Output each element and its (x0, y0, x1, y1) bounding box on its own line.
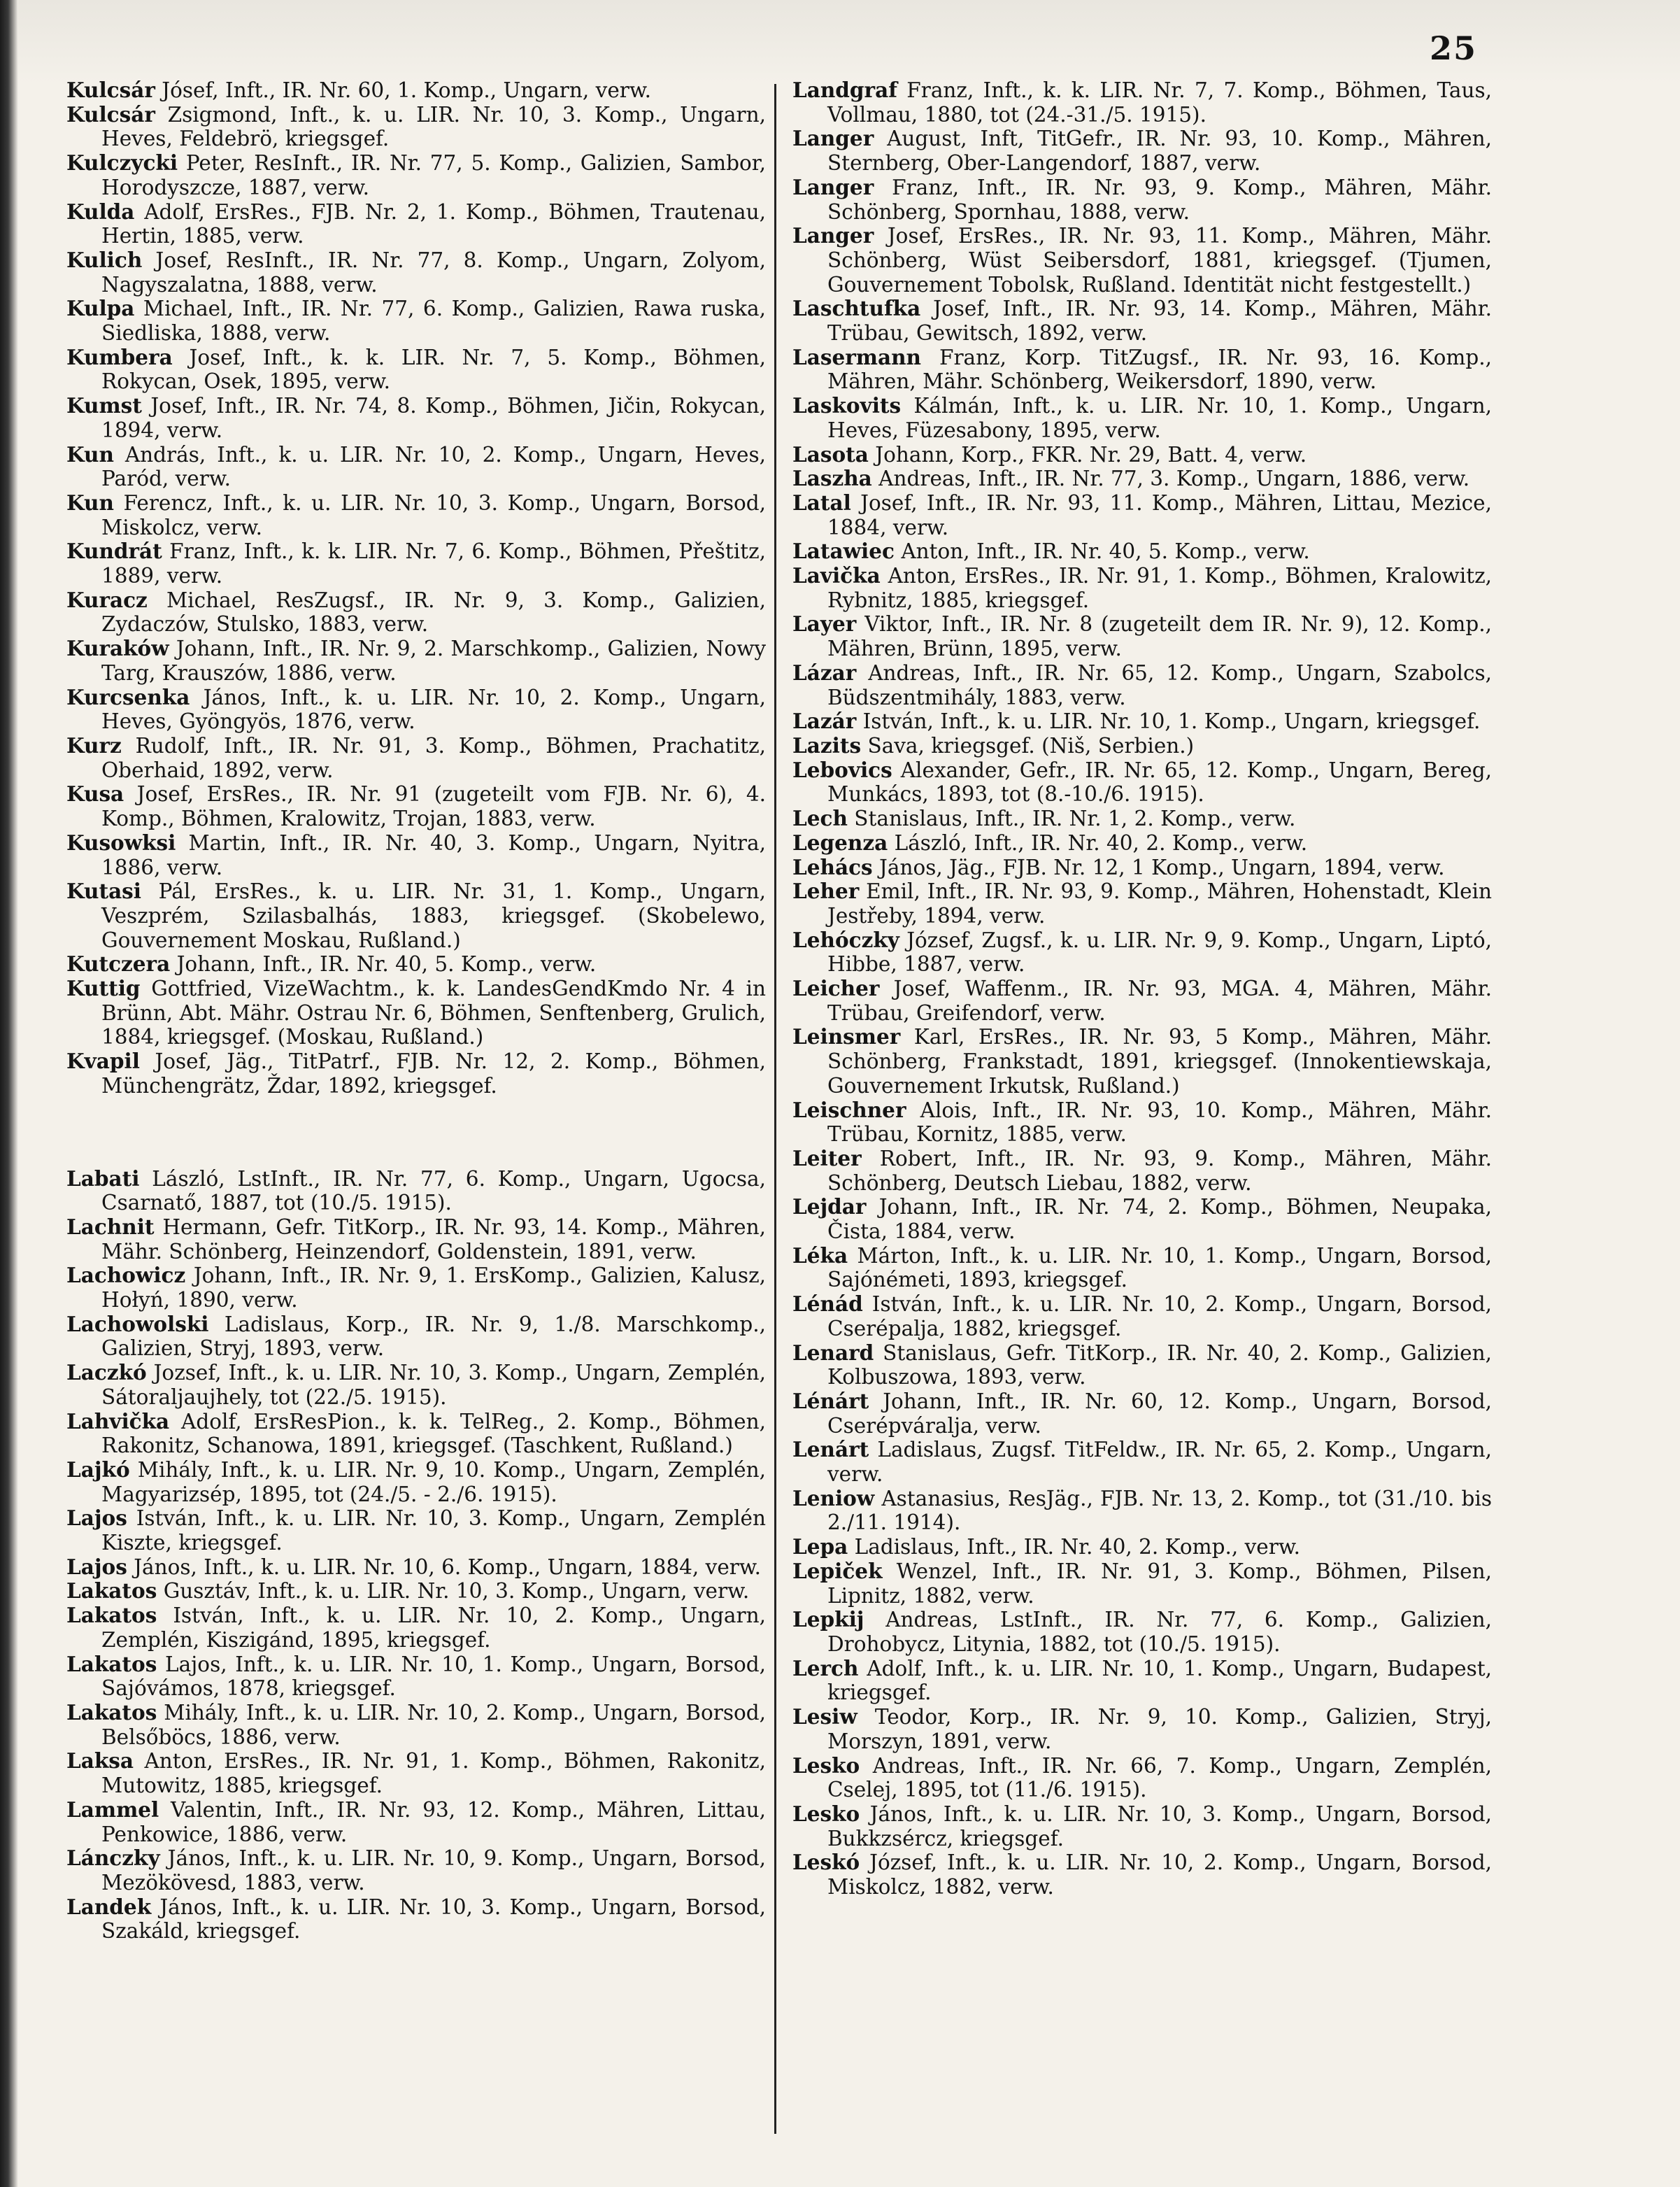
entry-details: Stanislaus, Inft., IR. Nr. 1, 2. Komp., verw. (847, 807, 1296, 831)
entry-details: János, Inft., k. u. LIR. Nr. 10, 2. Komp., Ungarn, Heves, Gyöngyös, 1876, verw. (101, 685, 766, 734)
entry-details: Alexander, Gefr., IR. Nr. 65, 12. Komp., Ungarn, Bereg, Munkács, 1893, tot (8.-10./6. 1915). (827, 758, 1492, 807)
casualty-entry (66, 1410, 766, 1458)
casualty-entry (792, 879, 1492, 928)
entry-surname: Leher (792, 879, 860, 904)
entry-surname: Lerch (792, 1655, 859, 1680)
entry-surname: Laczkó (66, 1360, 147, 1385)
entry-details: József, Inft., k. u. LIR. Nr. 10, 2. Komp., Ungarn, Borsod, Miskolcz, 1882, verw. (827, 1850, 1492, 1899)
entry-details: Johann, Inft., IR. Nr. 9, 1. ErsKomp., Galizien, Kalusz, Hołyń, 1890, verw. (101, 1264, 766, 1312)
casualty-entry (792, 831, 1492, 856)
entry-surname: Leinsmer (792, 1024, 901, 1049)
entry-surname: Lavička (792, 563, 881, 588)
entry-surname: Lahvička (66, 1408, 170, 1434)
entry-surname: Langer (792, 126, 874, 151)
casualty-entry (66, 443, 766, 491)
section-gap (66, 1098, 766, 1167)
casualty-entry (66, 1555, 766, 1580)
entry-surname: Kuracz (66, 587, 148, 612)
entry-surname: Landgraf (792, 78, 897, 102)
entry-details: Johann, Korp., FKR. Nr. 29, Batt. 4, verw. (868, 442, 1307, 467)
entry-details: Lajos, Inft., k. u. LIR. Nr. 10, 1. Komp., Ungarn, Borsod, Sajóvámos, 1878, kriegsgef. (101, 1652, 766, 1701)
entry-surname: Kutczera (66, 951, 171, 977)
casualty-entry (792, 1098, 1492, 1147)
casualty-entry (66, 1749, 766, 1797)
entry-details: Josef, Inft., k. k. LIR. Nr. 7, 5. Komp., Böhmen, Rokycan, Osek, 1895, verw. (101, 345, 766, 394)
entry-surname: Lachowicz (66, 1263, 186, 1288)
entry-details: Josef, Inft., IR. Nr. 74, 8. Komp., Böhmen, Jičin, Rokycan, 1894, verw. (101, 394, 766, 442)
entry-details: Andreas, Inft., IR. Nr. 65, 12. Komp., Ungarn, Szabolcs, Büdszentmihály, 1883, verw. (827, 660, 1492, 709)
casualty-entry (66, 1458, 766, 1506)
entry-details: Anton, ErsRes., IR. Nr. 91, 1. Komp., Böhmen, Kralowitz, Rybnitz, 1885, kriegsgef. (827, 564, 1492, 612)
entry-details: Peter, ResInft., IR. Nr. 77, 5. Komp., Galizien, Sambor, Horodyszcze, 1887, verw. (101, 151, 766, 199)
entry-details: Ladislaus, Inft., IR. Nr. 40, 2. Komp., verw. (848, 1535, 1300, 1559)
casualty-entry (792, 564, 1492, 612)
casualty-entry (792, 709, 1492, 734)
casualty-entry (792, 856, 1492, 880)
casualty-entry (66, 1604, 766, 1652)
entry-details: Rudolf, Inft., IR. Nr. 91, 3. Komp., Böhmen, Prachatitz, Oberhaid, 1892, verw. (101, 733, 766, 782)
entry-details: Michael, Inft., IR. Nr. 77, 6. Komp., Galizien, Rawa ruska, Siedliska, 1888, verw. (101, 297, 766, 346)
entry-surname: Lakatos (66, 1700, 157, 1725)
casualty-entry (792, 1559, 1492, 1608)
casualty-entry (792, 1487, 1492, 1535)
entry-surname: Labati (66, 1166, 140, 1191)
entry-details: Martin, Inft., IR. Nr. 40, 3. Komp., Ungarn, Nyitra, 1886, verw. (101, 830, 766, 879)
entry-surname: Leicher (792, 976, 880, 1001)
entry-surname: Leniow (792, 1485, 875, 1510)
entry-surname: Layer (792, 611, 857, 637)
casualty-entry (66, 782, 766, 830)
entry-details: Josef, Inft., IR. Nr. 93, 14. Komp., Mähren, Mähr. Trübau, Gewitsch, 1892, verw. (827, 297, 1492, 346)
entry-surname: Lejdar (792, 1194, 867, 1219)
page-number: 25 (1429, 29, 1477, 67)
entry-surname: Lesko (792, 1753, 860, 1778)
entry-surname: Lepa (792, 1534, 848, 1559)
column-divider (774, 84, 776, 2134)
entry-surname: Kusowksi (66, 830, 176, 855)
entry-surname: Kumst (66, 393, 142, 418)
casualty-entry (66, 879, 766, 952)
entry-surname: Kuraków (66, 636, 169, 661)
casualty-entry (792, 1438, 1492, 1486)
entry-details: Josef, ErsRes., IR. Nr. 93, 11. Komp., Mähren, Mähr. Schönberg, Wüst Seibersdorf, 1881, kriegsgef. (Tjumen, Gouvernement Tobolsk, Rußland. Identität nicht festgestellt.) (827, 224, 1492, 297)
casualty-entry (792, 758, 1492, 807)
entry-details: János, Inft., k. u. LIR. Nr. 10, 6. Komp., Ungarn, 1884, verw. (127, 1555, 762, 1579)
entry-details: Josef, Inft., IR. Nr. 93, 11. Komp., Mähren, Littau, Mezice, 1884, verw. (827, 490, 1492, 539)
entry-details: Karl, ErsRes., IR. Nr. 93, 5 Komp., Mähren, Mähr. Schönberg, Frankstadt, 1891, kriegsgef. (Innokentiewskaja, Gouvernement Irkutsk, Rußland.) (827, 1025, 1492, 1098)
entry-surname: Latawiec (792, 539, 895, 564)
entry-surname: Lénárt (792, 1388, 869, 1413)
casualty-entry (792, 1850, 1492, 1899)
casualty-entry (792, 127, 1492, 175)
entry-surname: Laszha (792, 466, 872, 491)
entry-details: Josef, ErsRes., IR. Nr. 91 (zugeteilt vom FJB. Nr. 6), 4. Komp., Böhmen, Kralowitz, Trojan, 1883, verw. (101, 782, 766, 831)
entry-surname: Kun (66, 490, 114, 515)
casualty-entry (66, 1652, 766, 1701)
entry-details: István, Inft., k. u. LIR. Nr. 10, 2. Komp., Ungarn, Zemplén, Kiszigánd, 1895, kriegsgef. (101, 1604, 766, 1652)
casualty-entry (66, 394, 766, 442)
entry-surname: Lepiček (792, 1558, 883, 1583)
casualty-entry (792, 176, 1492, 224)
entry-details: Mihály, Inft., k. u. LIR. Nr. 9, 10. Komp., Ungarn, Zemplén, Magyarizsép, 1895, tot (24./5. - 2./6. 1915). (101, 1457, 766, 1506)
casualty-entry (66, 831, 766, 879)
entry-surname: Lajos (66, 1554, 127, 1579)
entry-surname: Kumbera (66, 344, 173, 369)
entry-surname: Lázar (792, 660, 857, 685)
entry-surname: Lenard (792, 1340, 874, 1365)
casualty-entry (66, 297, 766, 345)
casualty-entry (66, 686, 766, 734)
entry-surname: Lazár (792, 709, 857, 734)
entry-surname: Kulich (66, 247, 143, 272)
entry-details: Ladislaus, Korp., IR. Nr. 9, 1./8. Marschkomp., Galizien, Stryj, 1893, verw. (101, 1312, 766, 1361)
casualty-entry (66, 1049, 766, 1098)
casualty-entry (66, 151, 766, 199)
entry-details: Stanislaus, Gefr. TitKorp., IR. Nr. 40, 2. Komp., Galizien, Kolbuszowa, 1893, verw. (827, 1340, 1492, 1389)
entry-details: Wenzel, Inft., IR. Nr. 91, 3. Komp., Böhmen, Pilsen, Lipnitz, 1882, verw. (827, 1559, 1492, 1608)
entry-surname: Kun (66, 441, 114, 467)
entry-details: Adolf, Inft., k. u. LIR. Nr. 10, 1. Komp., Ungarn, Budapest, kriegsgef. (827, 1656, 1492, 1705)
entry-details: János, Inft., k. u. LIR. Nr. 10, 9. Komp., Ungarn, Borsod, Mezökövesd, 1883, verw. (101, 1846, 766, 1895)
entry-details: László, Inft., IR. Nr. 40, 2. Komp., verw. (888, 830, 1308, 855)
entry-details: János, Inft., k. u. LIR. Nr. 10, 3. Komp., Ungarn, Borsod, Szakáld, kriegsgef. (101, 1895, 766, 1944)
entry-details: Viktor, Inft., IR. Nr. 8 (zugeteilt dem IR. Nr. 9), 12. Komp., Mähren, Brünn, 1895, verw. (827, 612, 1492, 661)
entry-details: Anton, Inft., IR. Nr. 40, 5. Komp., verw. (894, 539, 1310, 564)
right-column (792, 78, 1492, 1899)
casualty-entry (792, 928, 1492, 977)
entry-surname: Kulpa (66, 296, 135, 321)
casualty-entry (792, 224, 1492, 297)
entry-surname: Lech (792, 806, 848, 831)
entry-surname: Kvapil (66, 1049, 140, 1074)
entry-surname: Landek (66, 1894, 152, 1919)
entry-surname: Kurcsenka (66, 684, 190, 709)
casualty-entry (792, 467, 1492, 491)
casualty-entry (792, 1535, 1492, 1559)
entry-details: András, Inft., k. u. LIR. Nr. 10, 2. Komp., Ungarn, Heves, Paród, verw. (101, 442, 766, 491)
casualty-entry (792, 1802, 1492, 1850)
casualty-entry (66, 78, 766, 103)
casualty-entry (66, 1312, 766, 1361)
casualty-entry (66, 1895, 766, 1944)
casualty-entry (792, 734, 1492, 758)
entry-surname: Lammel (66, 1797, 159, 1822)
scan-edge-shadow (0, 0, 18, 2187)
entry-surname: Kuttig (66, 976, 141, 1001)
entry-details: László, LstInft., IR. Nr. 77, 6. Komp., Ungarn, Ugocsa, Csarnatő, 1887, tot (10./5. 1915). (101, 1166, 766, 1215)
entry-details: Gottfried, VizeWachtm., k. k. LandesGendKmdo Nr. 4 in Brünn, Abt. Mähr. Ostrau Nr. 6, Böhmen, Senftenberg, Grulich, 1884, kriegsgef. (Moskau, Rußland.) (101, 977, 766, 1049)
entry-surname: Kulczycki (66, 150, 178, 176)
entry-surname: Leischner (792, 1097, 906, 1122)
entry-details: Josef, ResInft., IR. Nr. 77, 8. Komp., Ungarn, Zolyom, Nagyszalatna, 1888, verw. (101, 248, 766, 297)
entry-surname: Leskó (792, 1850, 860, 1875)
entry-surname: Lazits (792, 732, 862, 758)
entry-surname: Lakatos (66, 1603, 157, 1628)
casualty-entry (792, 661, 1492, 709)
entry-surname: Lánczky (66, 1846, 160, 1871)
casualty-entry (792, 491, 1492, 539)
casualty-entry (66, 952, 766, 977)
entry-details: János, Jäg., FJB. Nr. 12, 1 Komp., Ungarn, 1894, verw. (872, 855, 1445, 879)
casualty-entry (792, 977, 1492, 1025)
entry-surname: Lebovics (792, 757, 892, 782)
entry-details: Teodor, Korp., IR. Nr. 9, 10. Komp., Galizien, Stryj, Morszyn, 1891, verw. (827, 1705, 1492, 1753)
entry-details: Gusztáv, Inft., k. u. LIR. Nr. 10, 3. Komp., Ungarn, verw. (157, 1579, 750, 1604)
left-column (66, 78, 766, 1944)
entry-surname: Léka (792, 1243, 848, 1268)
entry-surname: Lénád (792, 1291, 863, 1317)
casualty-entry (66, 1579, 766, 1604)
casualty-entry (792, 443, 1492, 467)
casualty-entry (66, 1701, 766, 1749)
entry-details: Andreas, Inft., IR. Nr. 77, 3. Komp., Ungarn, 1886, verw. (871, 467, 1470, 491)
casualty-entry (66, 1846, 766, 1895)
entry-details: Valentin, Inft., IR. Nr. 93, 12. Komp., Mähren, Littau, Penkowice, 1886, verw. (101, 1797, 766, 1846)
entry-surname: Lehács (792, 854, 873, 879)
casualty-entry (66, 491, 766, 539)
entry-surname: Lesiw (792, 1704, 857, 1729)
entry-details: Adolf, ErsResPion., k. k. TelReg., 2. Komp., Böhmen, Rakonitz, Schanowa, 1891, kriegsgef. (Taschkent, Rußland.) (101, 1409, 766, 1458)
entry-details: Johann, Inft., IR. Nr. 40, 5. Komp., verw. (170, 952, 597, 977)
entry-surname: Kulda (66, 199, 135, 224)
casualty-entry (792, 346, 1492, 394)
entry-surname: Legenza (792, 830, 888, 855)
entry-surname: Laksa (66, 1748, 134, 1774)
entry-surname: Kutasi (66, 879, 141, 904)
entry-surname: Lajos (66, 1506, 127, 1531)
entry-details: Anton, ErsRes., IR. Nr. 91, 1. Komp., Böhmen, Rakonitz, Mutowitz, 1885, kriegsgef. (101, 1749, 766, 1798)
entry-surname: Lesko (792, 1801, 860, 1826)
entry-details: János, Inft., k. u. LIR. Nr. 10, 3. Komp., Ungarn, Borsod, Bukkzsércz, kriegsgef. (827, 1802, 1492, 1850)
entry-details: Ferencz, Inft., k. u. LIR. Nr. 10, 3. Komp., Ungarn, Borsod, Miskolcz, verw. (101, 490, 766, 539)
entry-surname: Langer (792, 223, 874, 248)
casualty-entry (792, 1244, 1492, 1292)
entry-details: Kálmán, Inft., k. u. LIR. Nr. 10, 1. Komp., Ungarn, Heves, Füzesabony, 1895, verw. (827, 394, 1492, 442)
entry-surname: Lehóczky (792, 927, 899, 952)
entry-surname: Lasota (792, 441, 869, 467)
casualty-entry (66, 734, 766, 782)
entry-details: István, Inft., k. u. LIR. Nr. 10, 2. Komp., Ungarn, Borsod, Cserépalja, 1882, kriegsgef. (827, 1292, 1492, 1340)
entry-details: József, Zugsf., k. u. LIR. Nr. 9, 9. Komp., Ungarn, Liptó, Hibbe, 1887, verw. (827, 928, 1492, 977)
entry-surname: Kulcsár (66, 78, 155, 102)
entry-surname: Lakatos (66, 1578, 157, 1604)
casualty-entry (792, 1754, 1492, 1802)
entry-surname: Laschtufka (792, 296, 921, 321)
entry-details: Franz, Korp. TitZugsf., IR. Nr. 93, 16. Komp., Mähren, Mähr. Schönberg, Weikersdorf, 1890, verw. (827, 345, 1492, 394)
casualty-entry (792, 1341, 1492, 1389)
entry-surname: Laskovits (792, 393, 902, 418)
entry-surname: Lakatos (66, 1651, 157, 1676)
entry-surname: Lasermann (792, 344, 922, 369)
entry-details: Sava, kriegsgef. (Niš, Serbien.) (861, 733, 1195, 758)
entry-details: Johann, Inft., IR. Nr. 60, 12. Komp., Ungarn, Borsod, Cserépváralja, verw. (827, 1389, 1492, 1438)
casualty-entry (66, 1361, 766, 1409)
entry-details: Jozsef, Inft., k. u. LIR. Nr. 10, 3. Komp., Ungarn, Zemplén, Sátoraljaujhely, tot (22./5. 1915). (101, 1361, 766, 1409)
entry-details: Márton, Inft., k. u. LIR. Nr. 10, 1. Komp., Ungarn, Borsod, Sajónémeti, 1893, kriegsgef. (827, 1243, 1492, 1292)
entry-details: Franz, Inft., IR. Nr. 93, 9. Komp., Mähren, Mähr. Schönberg, Spornhau, 1888, verw. (827, 175, 1492, 224)
entry-surname: Leiter (792, 1145, 862, 1170)
entry-details: Franz, Inft., k. k. LIR. Nr. 7, 6. Komp., Böhmen, Přeštitz, 1889, verw. (101, 539, 766, 588)
casualty-entry (66, 1215, 766, 1264)
entry-surname: Lenárt (792, 1437, 869, 1462)
casualty-entry (792, 1195, 1492, 1243)
casualty-entry (66, 248, 766, 297)
casualty-entry (66, 103, 766, 151)
entry-surname: Langer (792, 174, 874, 199)
entry-surname: Kurz (66, 732, 122, 758)
casualty-entry (792, 807, 1492, 831)
entry-surname: Kundrát (66, 539, 162, 564)
entry-details: Zsigmond, Inft., k. u. LIR. Nr. 10, 3. Komp., Ungarn, Heves, Feldebrö, kriegsgef. (101, 102, 766, 151)
entry-surname: Lajkó (66, 1457, 130, 1482)
casualty-entry (792, 297, 1492, 345)
entry-details: Hermann, Gefr. TitKorp., IR. Nr. 93, 14. Komp., Mähren, Mähr. Schönberg, Heinzendorf, Goldenstein, 1891, verw. (101, 1215, 766, 1264)
entry-details: Emil, Inft., IR. Nr. 93, 9. Komp., Mähren, Hohenstadt, Klein Jestřeby, 1894, verw. (827, 879, 1492, 928)
entry-details: Alois, Inft., IR. Nr. 93, 10. Komp., Mähren, Mähr. Trübau, Kornitz, 1885, verw. (827, 1098, 1492, 1147)
casualty-entry (792, 1292, 1492, 1340)
casualty-entry (792, 1147, 1492, 1195)
entry-details: Jósef, Inft., IR. Nr. 60, 1. Komp., Ungarn, verw. (155, 78, 652, 102)
entry-surname: Lachowolski (66, 1311, 209, 1336)
entry-details: Johann, Inft., IR. Nr. 9, 2. Marschkomp., Galizien, Nowy Targ, Krauszów, 1886, verw. (101, 637, 766, 685)
casualty-entry (66, 200, 766, 248)
casualty-entry (792, 1705, 1492, 1753)
entry-details: Johann, Inft., IR. Nr. 74, 2. Komp., Böhmen, Neupaka, Čista, 1884, verw. (827, 1195, 1492, 1244)
casualty-entry (66, 346, 766, 394)
entry-surname: Lepkij (792, 1607, 864, 1632)
casualty-entry (792, 78, 1492, 127)
casualty-entry (792, 539, 1492, 564)
casualty-entry (792, 1608, 1492, 1656)
entry-details: Josef, Waffenm., IR. Nr. 93, MGA. 4, Mähren, Mähr. Trübau, Greifendorf, verw. (827, 977, 1492, 1025)
casualty-entry (66, 1506, 766, 1555)
entry-details: Josef, Jäg., TitPatrf., FJB. Nr. 12, 2. Komp., Böhmen, Münchengrätz, Ždar, 1892, kriegsgef. (101, 1049, 766, 1098)
entry-details: Franz, Inft., k. k. LIR. Nr. 7, 7. Komp., Böhmen, Taus, Vollmau, 1880, tot (24.-31./5. 1915). (827, 78, 1492, 127)
entry-details: Andreas, LstInft., IR. Nr. 77, 6. Komp., Galizien, Drohobycz, Litynia, 1882, tot (10./5. 1915). (827, 1608, 1492, 1656)
casualty-entry (792, 612, 1492, 660)
entry-details: Michael, ResZugsf., IR. Nr. 9, 3. Komp., Galizien, Zydaczów, Stulsko, 1883, verw. (101, 588, 766, 637)
casualty-entry (66, 1167, 766, 1215)
casualty-entry (792, 394, 1492, 442)
casualty-entry (792, 1025, 1492, 1098)
entry-details: Pál, ErsRes., k. u. LIR. Nr. 31, 1. Komp., Ungarn, Veszprém, Szilasbalhás, 1883, kriegsgef. (Skobelewo, Gouvernement Moskau, Rußland.) (101, 879, 766, 952)
casualty-entry (66, 977, 766, 1049)
entry-details: Ladislaus, Zugsf. TitFeldw., IR. Nr. 65, 2. Komp., Ungarn, verw. (827, 1438, 1492, 1487)
entry-details: István, Inft., k. u. LIR. Nr. 10, 1. Komp., Ungarn, kriegsgef. (856, 709, 1481, 734)
entry-details: Andreas, Inft., IR. Nr. 66, 7. Komp., Ungarn, Zemplén, Cselej, 1895, tot (11./6. 1915). (827, 1753, 1492, 1802)
entry-surname: Kusa (66, 781, 124, 807)
casualty-entry (66, 1264, 766, 1312)
casualty-entry (792, 1389, 1492, 1438)
entry-details: István, Inft., k. u. LIR. Nr. 10, 3. Komp., Ungarn, Zemplén Kiszte, kriegsgef. (101, 1506, 766, 1555)
entry-details: Robert, Inft., IR. Nr. 93, 9. Komp., Mähren, Mähr. Schönberg, Deutsch Liebau, 1882, verw. (827, 1146, 1492, 1195)
entry-details: Astanasius, ResJäg., FJB. Nr. 13, 2. Komp., tot (31./10. bis 2./11. 1914). (827, 1486, 1492, 1535)
casualty-entry (66, 588, 766, 637)
entry-surname: Lachnit (66, 1214, 155, 1239)
entry-surname: Kulcsár (66, 101, 155, 127)
casualty-entry (66, 637, 766, 685)
entry-details: August, Inft, TitGefr., IR. Nr. 93, 10. Komp., Mähren, Sternberg, Ober-Langendorf, 1887, verw. (827, 127, 1492, 176)
casualty-entry (66, 539, 766, 588)
entry-surname: Latal (792, 490, 851, 515)
entry-details: Mihály, Inft., k. u. LIR. Nr. 10, 2. Komp., Ungarn, Borsod, Belsőböcs, 1886, verw. (101, 1701, 766, 1749)
casualty-entry (66, 1798, 766, 1846)
entry-details: Adolf, ErsRes., FJB. Nr. 2, 1. Komp., Böhmen, Trautenau, Hertin, 1885, verw. (101, 199, 766, 248)
casualty-entry (792, 1657, 1492, 1705)
